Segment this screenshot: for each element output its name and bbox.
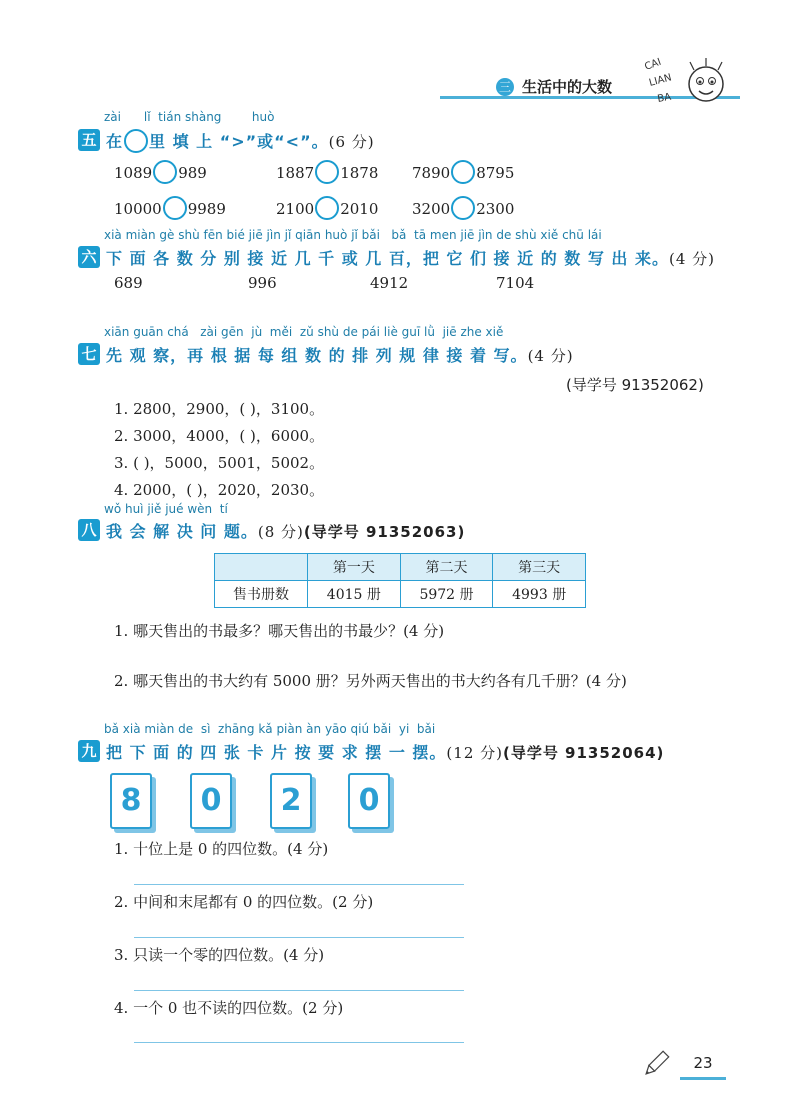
answer-circle[interactable] — [451, 196, 475, 220]
compare-item[interactable]: 1089 989 — [114, 162, 207, 186]
sec8-title: 我 会 解 决 问 题。(8 分)(导学号 91352063) — [106, 522, 466, 541]
number-item: 4912 — [370, 274, 409, 292]
sec7-badge: 七 — [78, 343, 100, 365]
question-item: 1. 十位上是 0 的四位数。(4 分) — [114, 840, 329, 858]
compare-item[interactable]: 3200 2300 — [412, 198, 514, 222]
question-item: 3. 只读一个零的四位数。(4 分) — [114, 946, 325, 964]
sales-table — [214, 553, 586, 608]
table-cell: 5972 册 — [400, 581, 493, 608]
table-header-cell: 第三天 — [493, 554, 586, 581]
table-header-cell — [215, 554, 308, 581]
answer-line[interactable] — [134, 937, 464, 938]
question-item: 1. 哪天售出的书最多？哪天售出的书最少？(4 分) — [114, 622, 445, 640]
sec5-title — [106, 129, 375, 155]
mascot-logo-icon — [636, 52, 732, 112]
table-header-row — [215, 554, 586, 581]
table-row — [215, 581, 586, 608]
sec5-title-part1: 在 — [106, 132, 124, 151]
sec9-title: 把 下 面 的 四 张 卡 片 按 要 求 摆 一 摆。(12 分)(导学号 91352064) — [106, 743, 665, 762]
sec8-reference: (导学号 91352063) — [303, 523, 466, 541]
logo-text-3: BA — [656, 91, 673, 105]
answer-circle[interactable] — [163, 196, 187, 220]
sec6-pinyin: xià miàn gè shù fēn bié jiē jìn jǐ qiān huò jǐ bǎi bǎ tā men jiē jìn de shù xiě chū lái — [104, 228, 602, 242]
sequence-item: 1. 2800，2900，( )，3100。 — [114, 400, 325, 418]
circle-blank-icon — [124, 129, 148, 153]
sec9-pinyin: bǎ xià miàn de sì zhāng kǎ piàn àn yāo qiú bǎi yi bǎi — [104, 722, 436, 736]
sequence-item: 2. 3000，4000，( )，6000。 — [114, 427, 325, 445]
number-item: 7104 — [496, 274, 535, 292]
page-number: 23 — [693, 1054, 713, 1072]
sec7-title: 先 观 察，再 根 据 每 组 数 的 排 列 规 律 接 着 写。(4 分) — [106, 346, 574, 365]
sec8-badge: 八 — [78, 519, 100, 541]
answer-circle[interactable] — [153, 160, 177, 184]
sec7-reference: (导学号 91352062) — [566, 376, 704, 394]
question-item: 4. 一个 0 也不读的四位数。(2 分) — [114, 999, 344, 1017]
question-item: 2. 哪天售出的书大约有 5000 册？另外两天售出的书大约各有几千册？(4 分) — [114, 672, 627, 690]
answer-circle[interactable] — [315, 160, 339, 184]
sec8-points: (8 分) — [257, 523, 304, 541]
answer-line[interactable] — [134, 1042, 464, 1043]
number-card[interactable]: 2 — [270, 773, 312, 829]
pencil-icon — [640, 1048, 672, 1080]
sec9-points: (12 分) — [446, 744, 503, 762]
compare-item[interactable]: 2100 2010 — [276, 198, 378, 222]
number-card[interactable]: 0 — [190, 773, 232, 829]
table-cell: 售书册数 — [215, 581, 308, 608]
compare-item[interactable]: 1887 1878 — [276, 162, 378, 186]
sequence-item: 4. 2000，( )，2020，2030。 — [114, 481, 325, 499]
sec7-pinyin: xiān guān chá zài gēn jù měi zǔ shù de pái liè guī lǜ jiē zhe xiě — [104, 325, 504, 339]
sec6-badge: 六 — [78, 246, 100, 268]
number-item: 689 — [114, 274, 143, 292]
answer-line[interactable] — [134, 884, 464, 885]
sec5-points: (6 分) — [328, 133, 375, 151]
sec5-pinyin: zài lǐ tián shàng huò — [104, 110, 275, 124]
compare-item[interactable]: 7890 8795 — [412, 162, 514, 186]
sec9-reference: (导学号 91352064) — [502, 744, 665, 762]
compare-item[interactable]: 10000 9989 — [114, 198, 226, 222]
logo-text-2: LIAN — [647, 72, 673, 89]
sequence-item: 3. ( )，5000，5001，5002。 — [114, 454, 325, 472]
table-header-cell: 第二天 — [400, 554, 493, 581]
unit-title: 生活中的大数 — [522, 78, 613, 96]
answer-circle[interactable] — [315, 196, 339, 220]
answer-circle[interactable] — [451, 160, 475, 184]
sec7-points: (4 分) — [527, 347, 574, 365]
sec8-pinyin: wǒ huì jiě jué wèn tí — [104, 502, 228, 516]
sec5-title-part2: 里 填 上 “>”或“<”。 — [149, 132, 329, 151]
page-number-bar — [680, 1077, 726, 1080]
number-card[interactable]: 8 — [110, 773, 152, 829]
logo-text-1: CAI — [643, 56, 663, 73]
sec9-badge: 九 — [78, 740, 100, 762]
table-header-cell: 第一天 — [308, 554, 401, 581]
unit-badge: 三 — [496, 78, 514, 96]
table-cell: 4015 册 — [308, 581, 401, 608]
answer-line[interactable] — [134, 990, 464, 991]
sec6-title: 下 面 各 数 分 别 接 近 几 千 或 几 百，把 它 们 接 近 的 数 写 出 来。(4 分) — [106, 249, 716, 268]
question-item: 2. 中间和末尾都有 0 的四位数。(2 分) — [114, 893, 374, 911]
number-card[interactable]: 0 — [348, 773, 390, 829]
sec5-badge: 五 — [78, 129, 100, 151]
table-cell: 4993 册 — [493, 581, 586, 608]
sec6-points: (4 分) — [668, 250, 716, 268]
number-item: 996 — [248, 274, 277, 292]
